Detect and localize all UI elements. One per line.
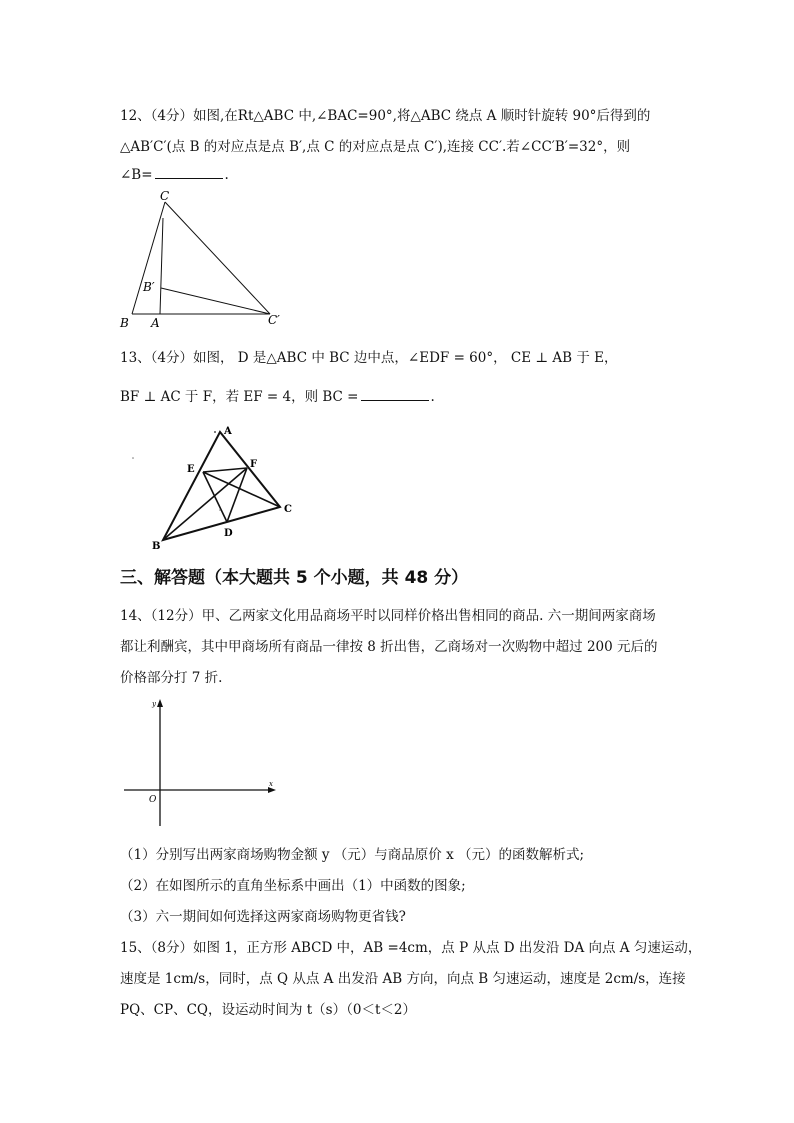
section-3-heading: 三、解答题（本大题共 5 个小题，共 48 分） xyxy=(120,568,469,588)
q13-label-e: E xyxy=(187,464,195,475)
q12-label-a: A xyxy=(151,316,160,330)
q12-label-b: B xyxy=(120,316,129,330)
q13-label-b: B xyxy=(152,541,161,552)
q13-answer-prefix: BF ⊥ AC 于 F，若 EF = 4，则 BC = xyxy=(120,389,359,405)
q13-dot-mark xyxy=(219,509,221,511)
q13-line-2 xyxy=(120,385,435,405)
q13-label-c: C xyxy=(284,504,292,515)
q14-line-3: 价格部分打 7 折. xyxy=(120,670,223,686)
q13-answer-suffix: . xyxy=(430,389,435,405)
q14-y-label: y xyxy=(152,700,156,708)
q12-line-3 xyxy=(120,166,229,183)
q15-line-1: 15、（8分）如图 1，正方形 ABCD 中，AB =4cm，点 P 从点 D 出发沿 DA 向点 A 匀速运动， xyxy=(120,940,702,956)
q12-segment-b-prime-c-prime xyxy=(161,288,270,314)
q13-triangle-abc xyxy=(163,432,280,540)
q14-x-label: x xyxy=(269,780,273,788)
q13-triangle-figure xyxy=(125,420,305,555)
q14-origin-label: O xyxy=(149,795,157,805)
q13-label-a: A xyxy=(224,426,232,437)
q12-line-2: △AB′C′(点 B 的对应点是点 B′,点 C 的对应点是点 C′),连接 CC′.若∠CC′B′=32°，则 xyxy=(120,139,631,155)
q12-answer-suffix: . xyxy=(224,167,229,183)
q13-answer-blank xyxy=(361,388,429,401)
q12-label-b-prime: B′ xyxy=(143,280,155,294)
q15-line-3: PQ、CP、CQ，设运动时间为 t（s）（0＜t＜2） xyxy=(120,1002,416,1018)
q14-y-arrow xyxy=(157,699,163,707)
q14-sub-question-3: （3）六一期间如何选择这两家商场购物更省钱? xyxy=(120,909,406,925)
q12-label-c-prime: C′ xyxy=(268,313,280,327)
q12-triangle-figure xyxy=(110,188,300,333)
q13-dot-mark xyxy=(132,457,134,459)
q13-dot-mark xyxy=(214,431,216,433)
q12-answer-blank xyxy=(155,166,223,179)
q14-sub-question-1: （1）分别写出两家商场购物金额 y （元）与商品原价 x （元）的函数解析式; xyxy=(120,847,585,863)
q13-segment-ce xyxy=(203,472,280,507)
q13-segment-ef xyxy=(203,468,247,472)
q15-line-2: 速度是 1cm/s，同时，点 Q 从点 A 出发沿 AB 方向，向点 B 匀速运动，速度是 2cm/s，连接 xyxy=(120,971,686,987)
q12-label-c: C xyxy=(160,189,170,203)
q13-segment-ed xyxy=(203,472,227,522)
q13-label-d: D xyxy=(224,528,233,539)
q12-line-1: 12、（4分）如图,在Rt△ABC 中,∠BAC=90°,将△ABC 绕点 A 顺时针旋转 90°后得到的 xyxy=(120,108,651,124)
q14-line-1: 14、（12分）甲、乙两家文化用品商场平时以同样价格出售相同的商品. 六一期间两家商场 xyxy=(120,608,656,624)
q12-segment-cc-prime xyxy=(165,202,270,314)
q13-label-f: F xyxy=(250,459,258,470)
q14-sub-question-2: （2）在如图所示的直角坐标系中画出（1）中函数的图象; xyxy=(120,878,466,894)
q14-coordinate-axes xyxy=(118,696,288,831)
q12-segment-ab-prime xyxy=(160,218,163,314)
q12-answer-prefix: ∠B= xyxy=(120,167,153,183)
q13-line-1: 13、（4分）如图， D 是△ABC 中 BC 边中点，∠EDF = 60°， CE ⊥ AB 于 E， xyxy=(120,350,618,366)
q14-line-2: 都让利酬宾，其中甲商场所有商品一律按 8 折出售，乙商场对一次购物中超过 200 元后的 xyxy=(120,639,658,655)
